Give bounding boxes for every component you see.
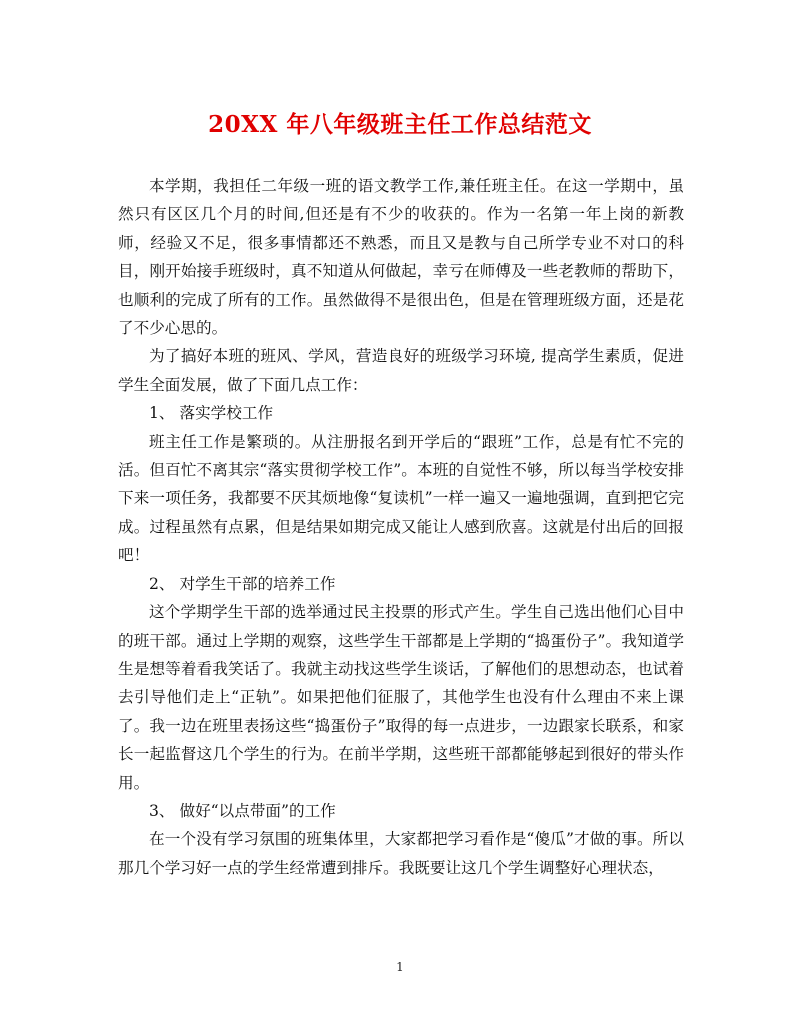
section-heading-3: 3、 做好“以点带面”的工作 bbox=[149, 801, 336, 820]
document-title: 20XX 年八年级班主任工作总结范文 bbox=[208, 111, 592, 138]
paragraph-goals: 为了搞好本班的班风、学风，营造良好的班级学习环境, 提高学生素质，促进学生全面发展，做了下面几点工作： bbox=[118, 347, 684, 394]
paragraph-intro: 本学期，我担任二年级一班的语文教学工作,兼任班主任。在这一学期中，虽然只有区区几个月的时间,但还是有不少的收获的。作为一名第一年上岗的新教师，经验又不足，很多事情都还不熟悉，而且又是教与自己所学专业不对口的科目，刚开始接手班级时，真不知道从何做起，幸亏在师傅及一些老教师的帮助下，也顺利的完成了所有的工作。虽然做得不是很出色，但是在管理班级方面，还是花了不少心思的。 bbox=[118, 177, 684, 338]
paragraph-section-3: 在一个没有学习氛围的班集体里，大家都把学习看作是“傻瓜”才做的事。所以那几个学习好一点的学生经常遭到排斥。我既要让这几个学生调整好心理状态， bbox=[118, 830, 684, 877]
document-body bbox=[118, 172, 684, 882]
section-heading-2: 2、 对学生干部的培养工作 bbox=[149, 574, 336, 593]
section-heading-1: 1、 落实学校工作 bbox=[149, 404, 274, 423]
page-number: 1 bbox=[396, 960, 404, 974]
paragraph-section-1: 班主任工作是繁琐的。从注册报名到开学后的“跟班”工作，总是有忙不完的活。但百忙不离其宗“落实贯彻学校工作”。本班的自觉性不够，所以每当学校安排下来一项任务，我都要不厌其烦地像“复读机”一样一遍又一遍地强调，直到把它完成。过程虽然有点累，但是结果如期完成又能让人感到欣喜。这就是付出后的回报吧！ bbox=[118, 432, 684, 565]
paragraph-section-2: 这个学期学生干部的选举通过民主投票的形式产生。学生自己选出他们心目中的班干部。通过上学期的观察，这些学生干部都是上学期的“捣蛋份子”。我知道学生是想等着看我笑话了。我就主动找这些学生谈话，了解他们的思想动态，也试着去引导他们走上“正轨”。如果把他们征服了，其他学生也没有什么理由不来上课了。我一边在班里表扬这些“捣蛋份子”取得的每一点进步，一边跟家长联系，和家长一起监督这几个学生的行为。在前半学期，这些班干部都能够起到很好的带头作用。 bbox=[118, 603, 684, 792]
